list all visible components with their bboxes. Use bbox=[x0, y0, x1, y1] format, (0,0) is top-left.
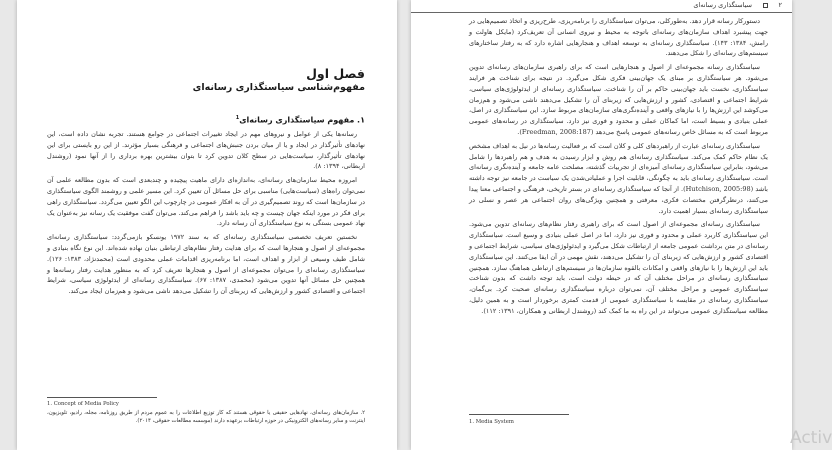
watermark-text: Activ bbox=[790, 428, 832, 448]
body-paragraph: سیاستگذاری رسانه‌ای عبارت از راهبردهای کلی و کلان است که بر فعالیت رسانه‌ها در نیل به اهداف مشخص یک نظام حاکم کمک می‌کند. سیاستگذاری رسانه‌ای هم روش و ابزار رسیدن به هدف و هم راهبردها را شامل می‌شود، بنابراین سیاستگذاری رسانه‌ای آمیزه‌ای از تجربیات گذشته، مصلحت عامه جامعه و آینده‌نگری رسانه‌ای است. سیاستگذاری رسانه‌ای باید به چگونگی، قابلیت اجرا و عملیاتی‌شدن یک سیاست در جامعه نیز توجه داشته باشد (Hutchison, 2005:98). از آنجا که سیاستگذاری رسانه‌ای در بستر تاریخی، فرهنگی و اجتماعی معنا پیدا می‌کنند، درنظرگرفتن مختصات فکری، معرفتی و همچنین ویژگی‌های روان اجتماعی هر عصر و نسلی در سیاستگذاری رسانه‌ای بسیار اهمیت دارد. bbox=[469, 141, 768, 215]
chapter-title: فصل اول bbox=[306, 66, 365, 81]
footnote-1: 1. Concept of Media Policy bbox=[47, 401, 119, 407]
body-paragraph: دستورکار رسانه قرار دهد. به‌طورکلی، می‌توان سیاستگذاری را برنامه‌ریزی، طرح‌ریزی و اتخاذ تصمیم‌هایی در جهت پیشبرد اهداف سازمان‌های رسانه‌ای باتوجه به محیط و نیروی انسانی آن تعریف‌کرد (مایکل هاولت و رامش، ۱۳۸۴: ۱۴۳). سیاستگذاری رسانه‌ای به توسعه اهداف و هنجارهایی اشاره دارد که به رفتار ساختارهای سیستم‌های رسانه‌ای را شکل می‌دهند. bbox=[469, 17, 768, 58]
section-footnote-mark: 1 bbox=[235, 115, 240, 121]
body-paragraph: سیاستگذاری رسانه‌ای مجموعه‌ای از اصول است که برای راهبری رفتار نظام‌های رسانه‌ای تدوین می‌شود. این سیاستگذاری کاربرد عملی و محدود و فوری نیز دارد، اما در اصل عملی بنیادی و وسیع است. سیاستگذاری رسانه‌ای در متن برداشت عمومی جامعه از ارتباطات شکل می‌گیرد و ایدئولوژی‌های سیاسی، شرایط اجتماعی و اقتصادی کشور و ارزش‌هایی که زیربنای آن را تشکیل می‌دهند، نقش مهمی در آن ایفا می‌کنند. این سیاستگذاری باید این ارزش‌ها را با نیازهای واقعی و امکانات بالقوه سازمان‌ها در سیستم‌های ارتباطی هماهنگ سازد. همچنین سیاستگذاری رسانه‌ای در مراحل مختلف آن که در حیطه دولت است، باید توجه داشت که بدون شناخت سیاستگذاری عمومی و مراحل مختلف آن، نمی‌توان درباره سیاستگذاری رسانه‌ای صحبت کرد. بی‌گمان، سیاستگذاری رسانه‌ای در مقایسه با سیاستگذاری عمومی از قدمت کمتری برخوردار است و به همین دلیل، مطالعه سیاستگذاری عمومی می‌تواند در این راه به ما کمک کند (روشندل اربطانی و همکاران، ۱۳۹۱: ۱۱۲). bbox=[469, 220, 768, 315]
footnote-1: 1. Media System bbox=[469, 419, 514, 425]
running-header bbox=[411, 0, 792, 13]
body-paragraph: نخستین تعریف تخصصی سیاستگذاری رسانه‌ای که به سند ۱۹۷۲ یونسکو بازمی‌گردد: سیاستگذاری رسانه‌ای مجموعه‌ای از اصول و هنجارها است که برای هدایت رفتار نظام‌های ارتباطی بنیان نهاده شده‌اند. این نوع نگاه بنیادی و شامل طیف وسیعی از ابزار و اهداف است، اما برنامه‌ریزی اقدامات عملی محدودی است (محمدنژاد، ۱۳۸۳: ۱۲۶). سیاستگذاری رسانه‌ای را می‌توان مجموعه‌ای از اصول و هنجارها تعریف کرد که به منظور هدایت رفتار رسانه‌ها و همچنین حل مسائل آنها تدوین می‌شود (محمدی، ۱۳۸۷: ۶۷). سیاستگذاری رسانه‌ای از ایدئولوژی سیاسی، شرایط اجتماعی و اقتصادی کشور و ارزش‌هایی که زیربنای آن را تشکیل می‌دهد ناشی می‌شود و هم‌زمان ایجاد می‌کند. bbox=[47, 233, 365, 296]
body-paragraph: سیاستگذاری رسانه مجموعه‌ای از اصول و هنجارهایی است که برای راهبری سازمان‌های رسانه‌ای تدوین می‌شود. هر سیاستگذاری بر مبنای یک جهان‌بینی فکری شکل می‌گیرد. در نتیجه برای شناخت هر فرایند سیاستگذاری، نخست باید جهان‌بینی حاکم بر آن را شناخت. سیاستگذاری رسانه‌ای از ایدئولوژی‌های سیاسی، شرایط اجتماعی و اقتصادی، کشور و ارزش‌هایی که زیربنای آن را تشکیل می‌دهند ناشی می‌شود و هم‌زمان می‌کوشد این ارزش‌ها را با نیازهای واقعی و آینده‌نگری‌های سازمان‌های مربوط سازد. این سیاستگذاری در اصل، عملی بنیادی و بسیط است، اما کماکان عملی و محدود و فوری نیز دارد. سیاستگذاری در رسانه‌های عمومی مربوط است که به مسائل خاص رسانه‌های عمومی پاسخ می‌دهد (Freedman, 2008:187). bbox=[469, 63, 768, 136]
body-paragraph: رسانه‌ها یکی از عوامل و نیروهای مهم در ایجاد تغییرات اجتماعی در جوامع هستند. تجربه نشان داده است، این نهادهای تأثیرگذار در ایجاد و یا از میان بردن جنبش‌های اجتماعی و فرهنگی بسیار مؤثرند. از این رو بایستی برای این نهادهای تأثیرگذار، سیاست‌هایی در سطح کلان تدوین کرد تا بتوان بیشترین بهره برداری را از آنها نمود (روشندل اربطانی، ۱۳۹۴: ۸). bbox=[47, 130, 365, 171]
body-paragraph: امروزه محیط سازمان‌های رسانه‌ای، به‌اندازه‌ای دارای ماهیت پیچیده و چندبعدی است که بدون مطالعه علمی آن نمی‌توان راه‌های (سیاست‌هایی) مناسبی برای حل مسائل آن تعیین کرد. این مسیر علمی و روشمند الگوی سیاستگذاری در سازمان‌ها است که روند تصمیم‌گیری در آن به افکار عمومی در چارچوب این الگو تعیین می‌گردد. سیاستگذاری راهی برای فکر در مورد اینکه جهان چیست و چه باید باشد را فراهم می‌کند. می‌توان گفت موفقیت یک رسانه نیز به‌عنوان یک نهاد عمومی بستگی به نوع سیاستگذاری آن رسانه دارد. bbox=[47, 176, 365, 228]
left-page bbox=[17, 0, 397, 450]
chapter-subtitle: مفهوم‌شناسی سیاستگذاری رسانه‌ای bbox=[192, 82, 365, 93]
right-body-text bbox=[469, 16, 768, 320]
right-page bbox=[411, 0, 792, 450]
section-heading bbox=[236, 115, 365, 125]
page-number: ۲ bbox=[778, 1, 782, 9]
left-body-text bbox=[47, 129, 365, 300]
footnote-rule bbox=[469, 414, 569, 415]
header-square-icon bbox=[763, 3, 768, 8]
section-heading-text: ۱. مفهوم سیاستگذاری رسانه‌ای bbox=[239, 115, 365, 125]
footnote-rule bbox=[47, 397, 157, 398]
running-title: سیاستگذاری رسانه‌ای bbox=[693, 1, 752, 9]
footnote-2: ۲. سازمان‌های رسانه‌ای، نهادهایی حقیقی یا حقوقی هستند که کار توزیع اطلاعات را به عموم مردم از طریق روزنامه، مجله، رادیو، تلویزیون، اینترنت و سایر رسانه‌های الکترونیکی در حوزه ارتباطات برعهده دارند (موسسه مطالعات حقوقی، ۲۰۱۴). bbox=[47, 410, 365, 424]
